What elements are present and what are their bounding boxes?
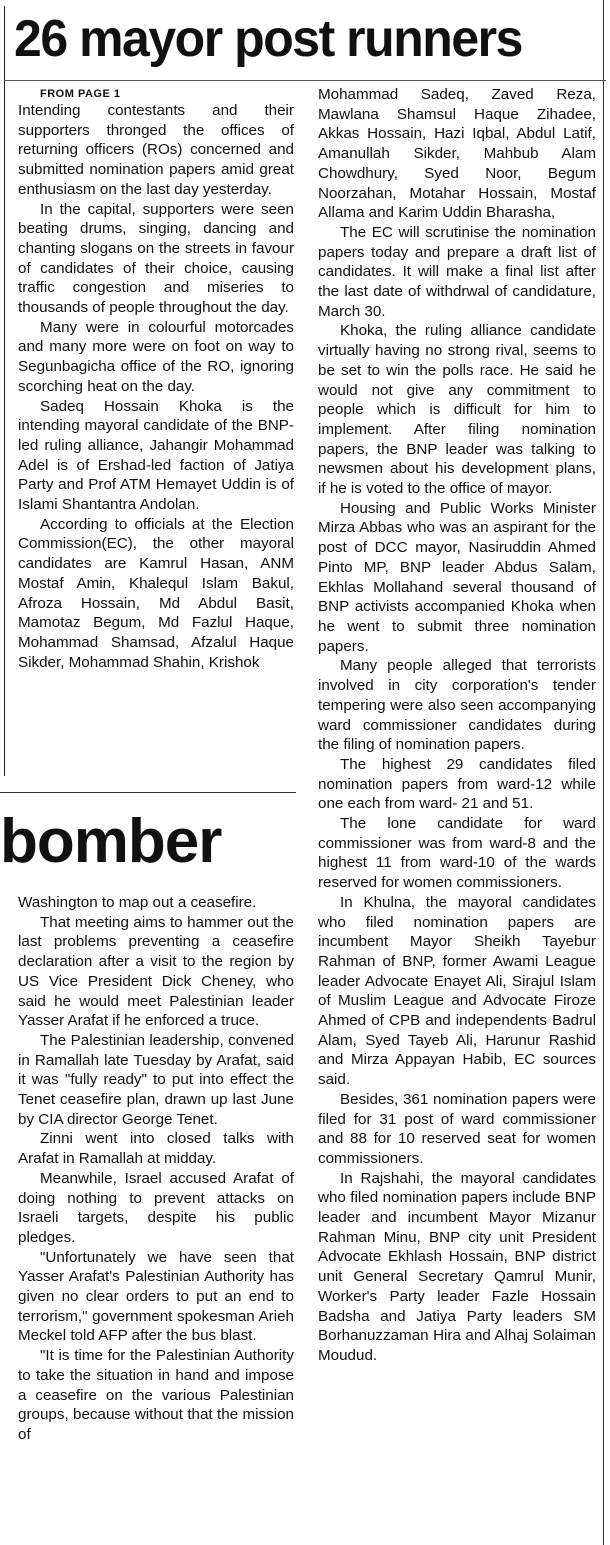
paragraph: Zinni went into closed talks with Arafat in Ramallah at midday. [18,1130,294,1168]
paragraph: Khoka, the ruling alliance candidate virtually having no strong rival, seems to be set to win the polls race. He said he would not give any commitment to people which is difficult for him to implement. After filing nomination papers, the BNP leader was talking to newsmen about his development plans, if he is voted to the office of mayor. [318,322,596,498]
headline: 26 mayor post runners [14,10,522,68]
paragraph: Many people alleged that terrorists involved in city corporation's tender tempering were also seen accompanying ward commissioner candidates during the filing of nomination papers. [318,657,596,754]
paragraph: The EC will scrutinise the nomination papers today and prepare a draft list of candidates. It will make a final list after the last date of withdrwal of candidature, March 30. [318,223,596,320]
left-column-rule [4,6,5,776]
story-b-headline-fragment: bomber [0,807,222,876]
paragraph: According to officials at the Election Commission(EC), the other mayoral candidates are Kamrul Hasan, ANM Mostaf Amin, Khalequl Islam Bakul, Afroza Hossain, Md Abdul Basit, Mamotaz Begum, Md Fazlul Haque, Mohammad Shamsad, Afzalul Haque Sikder, Mohammad Shahin, Krishok [18,515,294,671]
paragraph: Intending contestants and their supporters thronged the offices of returning officers (ROs) concerned and submitted nomination papers amid great enthusiasm on the last day yesterday. [18,102,294,198]
right-edge-rule [603,0,604,1545]
paragraph: Sadeq Hossain Khoka is the intending mayoral candidate of the BNP-led ruling alliance, Jahangir Mohammad Adel is of Ershad-led faction of Jatiya Party and Prof ATM Hemayet Uddin is of Islami Shantantra Andolan. [18,397,294,514]
story-a-left-column [18,87,294,777]
paragraph: Housing and Public Works Minister Mirza Abbas who was an aspirant for the post of DCC mayor, Nasiruddin Ahmed Pinto MP, BNP leader Abdus Salam, Ekhlas Mollahand several thousand of BNP activists accompanied Khoka when he went to submit three nomination papers. [318,499,596,655]
headline-underline [4,80,606,81]
paragraph: Besides, 361 nomination papers were filed for 31 post of ward commissioner and 88 for 10 reserved seat for women commissioners. [318,1090,596,1167]
paragraph: That meeting aims to hammer out the last problems preventing a ceasefire declaration after a visit to the region by US Vice President Dick Cheney, who said he would meet Palestinian leader Yasser Arafat if he enforced a truce. [18,913,294,1030]
paragraph: In the capital, supporters were seen beating drums, singing, dancing and chanting slogans on the streets in favour of candidates of their choice, causing traffic congestion and miseries to thousands of people throughout the day. [18,200,294,317]
paragraph: "It is time for the Palestinian Authority to take the situation in hand and impose a ceasefire on the various Palestinian groups, because without that the mission of [18,1347,294,1443]
paragraph: The lone candidate for ward commissioner was from ward-8 and the highest 11 from ward-10 of the wards reserved for women commissioners. [318,815,596,892]
paragraph: The highest 29 candidates filed nomination papers from ward-12 while one each from ward- 21 and 51. [318,755,596,813]
paragraph: Many were in colourful motorcades and many more were on foot on way to Segunbagicha office of the RO, ignoring scorching heat on the day. [18,318,294,395]
paragraph-continuation: Washington to map out a ceasefire. [18,894,257,911]
paragraph: Meanwhile, Israel accused Arafat of doing nothing to prevent attacks on Israeli targets, despite his public pledges. [18,1169,294,1246]
section-divider-rule [0,792,296,793]
paragraph: The Palestinian leadership, convened in Ramallah late Tuesday by Arafat, said it was "fully ready" to put into effect the Tenet ceasefire plan, drawn up last June by CIA director George Tenet. [18,1031,294,1128]
paragraph: In Rajshahi, the mayoral candidates who filed nomination papers include BNP leader and incumbent Mayor Mizanur Rahman Minu, BNP city unit President Advocate Ekhlash Hossain, BNP district unit General Secretary Qamrul Munir, Worker's Party leader Fazle Hossain Badsha and Jatiya Party leaders SM Borhanuzzaman Hira and Alhaj Solaiman Moudud. [318,1169,596,1364]
story-a-right-column [318,85,596,1540]
paragraph: In Khulna, the mayoral candidates who filed nomination papers are incumbent Mayor Sheikh Tayebur Rahman of BNP, former Awami League leader Advocate Enayet Ali, Sirajul Islam of Muslim League and Advocate Firoze Ahmed of CPB and independents Badrul Alam, Syed Tayeb Ali, Harunur Rashid and Mirza Appayan Habib, EC sources said. [318,893,596,1089]
paragraph: "Unfortunately we have seen that Yasser Arafat's Palestinian Authority has given no clear orders to put an end to terrorism," government spokesman Arieh Meckel told AFP after the bus blast. [18,1248,294,1345]
paragraph-continuation: Mohammad Sadeq, Zaved Reza, Mawlana Shamsul Haque Zihadee, Akkas Hossain, Hazi Iqbal, Abdul Latif, Amanullah Sikder, Mahbub Alam Chowdhury, Syed Noor, Begum Noorzahan, Motahar Hossain, Mostaf Allama and Karim Uddin Bharasha, [318,86,596,222]
kicker-from-page-1: FROM PAGE 1 [40,88,121,100]
story-b-column [18,893,294,1545]
